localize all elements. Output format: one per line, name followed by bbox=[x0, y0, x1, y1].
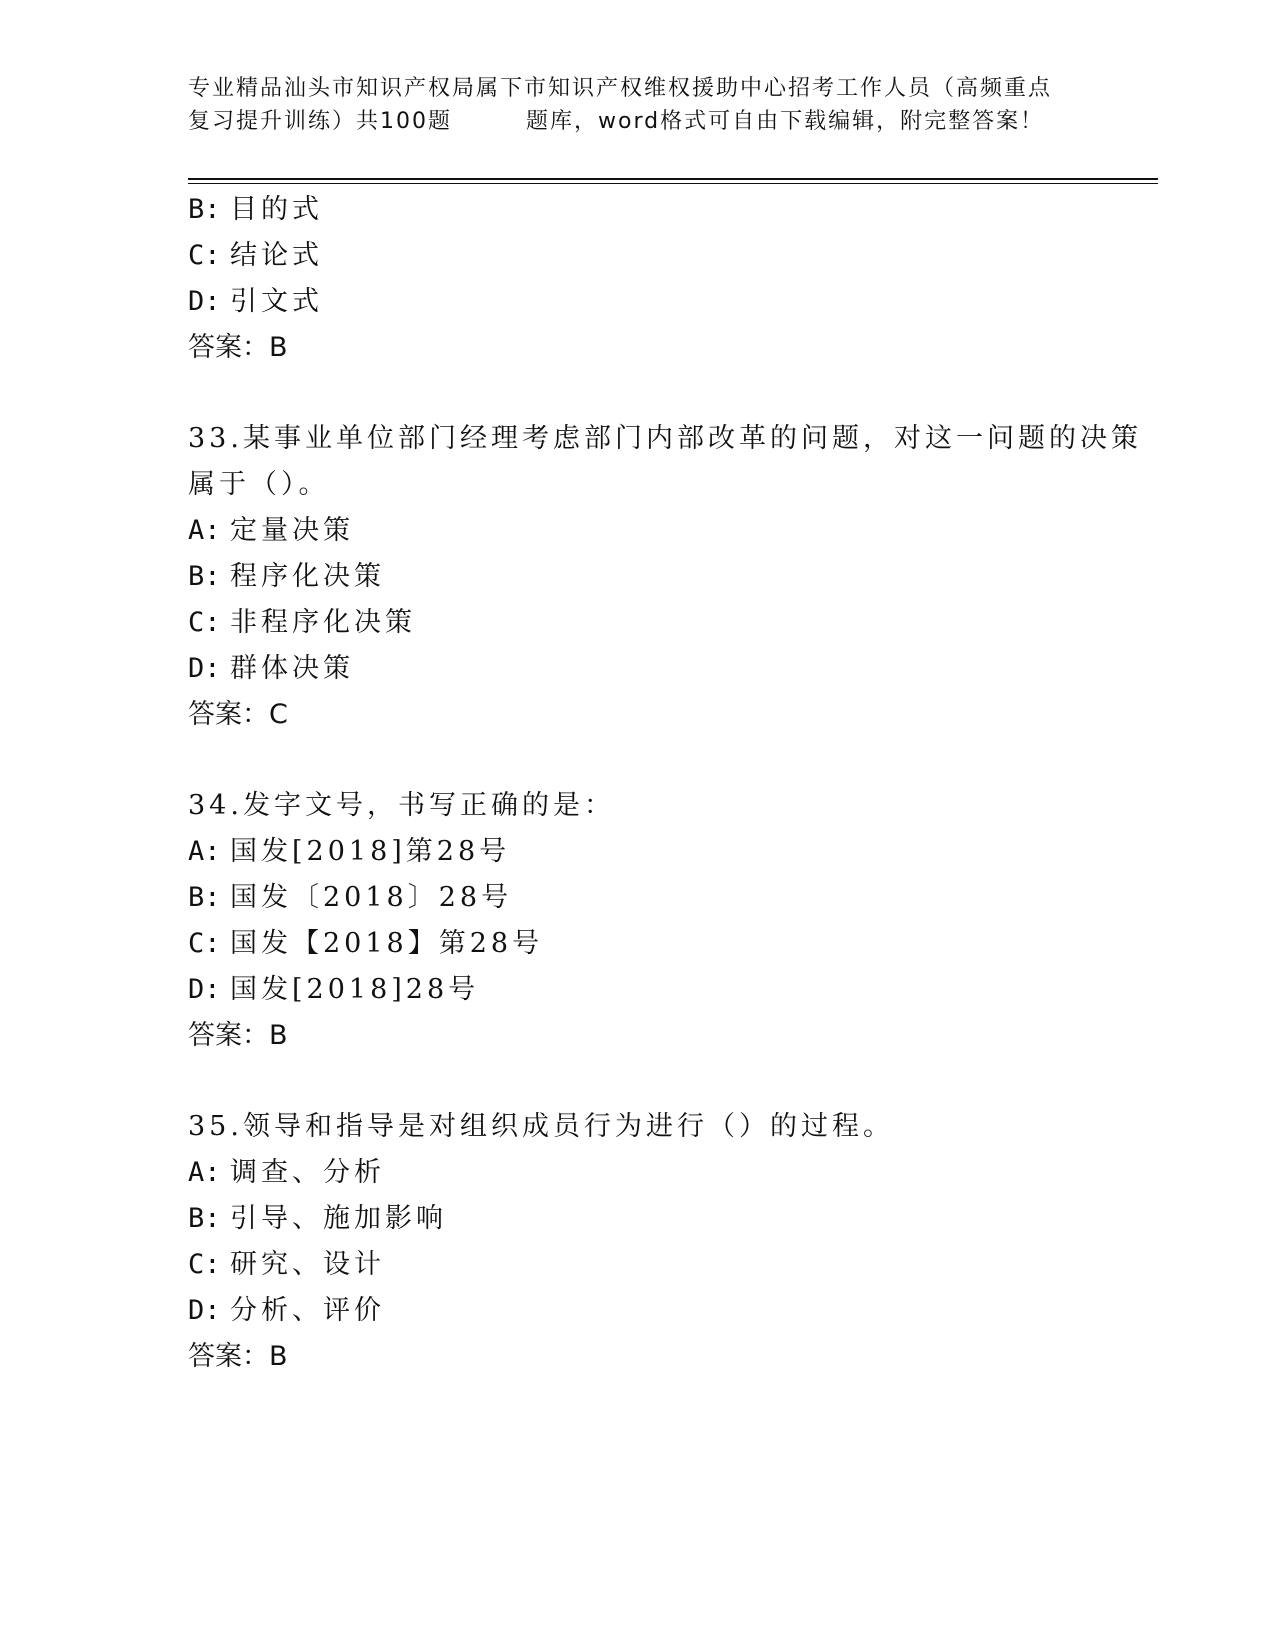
option-text: 引导、施加影响 bbox=[230, 1203, 447, 1234]
question-stem-line: 33.某事业单位部门经理考虑部门内部改革的问题，对这一问题的决策 bbox=[188, 423, 1142, 454]
option-key: A: bbox=[188, 1157, 221, 1188]
option-key: B: bbox=[188, 1203, 221, 1234]
answer-line: 答案：B bbox=[188, 332, 288, 363]
question-list bbox=[188, 187, 1142, 1380]
option-b bbox=[188, 187, 1088, 233]
option-key: C: bbox=[188, 928, 221, 959]
option-d bbox=[188, 1288, 1088, 1334]
option-key: A: bbox=[188, 836, 221, 867]
option-key: C: bbox=[188, 240, 221, 271]
option-key: B: bbox=[188, 882, 221, 913]
option-text: 调查、分析 bbox=[230, 1157, 385, 1188]
option-c bbox=[188, 921, 1088, 967]
option-text: 研究、设计 bbox=[230, 1249, 385, 1280]
option-c bbox=[188, 233, 1088, 279]
option-text: 国发[2018]第28号 bbox=[230, 836, 511, 867]
option-text: 国发[2018]28号 bbox=[230, 974, 480, 1005]
option-c bbox=[188, 600, 1088, 646]
question-34 bbox=[188, 783, 1088, 1059]
question-33 bbox=[188, 416, 1142, 738]
header-line-1: 专业精品汕头市知识产权局属下市知识产权维权援助中心招考工作人员（高频重点 bbox=[188, 76, 1053, 101]
option-key: D: bbox=[188, 1295, 221, 1326]
question-stem-line: 属于（）。 bbox=[188, 469, 330, 500]
option-key: D: bbox=[188, 653, 221, 684]
header-divider-thin bbox=[188, 183, 1158, 184]
option-text: 定量决策 bbox=[230, 515, 354, 546]
option-text: 国发〔2018〕28号 bbox=[230, 882, 513, 913]
option-a bbox=[188, 1150, 1088, 1196]
option-key: A: bbox=[188, 515, 221, 546]
option-key: C: bbox=[188, 1249, 221, 1280]
option-text: 结论式 bbox=[230, 240, 323, 271]
option-c bbox=[188, 1242, 1088, 1288]
question-stem-line: 34.发字文号，书写正确的是： bbox=[188, 790, 615, 821]
answer-line: 答案：B bbox=[188, 1341, 288, 1372]
option-text: 非程序化决策 bbox=[230, 607, 416, 638]
option-key: C: bbox=[188, 607, 221, 638]
option-a bbox=[188, 508, 1088, 554]
question-35 bbox=[188, 1104, 1088, 1380]
answer-line: 答案：C bbox=[188, 699, 288, 730]
question-stem-line: 35.领导和指导是对组织成员行为进行（）的过程。 bbox=[188, 1111, 894, 1142]
header-line-2 bbox=[188, 105, 1088, 138]
option-key: D: bbox=[188, 974, 221, 1005]
header-line-2-right: 题库，word格式可自由下载编辑，附完整答案！ bbox=[526, 109, 1045, 134]
option-key: B: bbox=[188, 194, 221, 225]
page-header bbox=[188, 72, 1088, 138]
option-text: 引文式 bbox=[230, 286, 323, 317]
option-key: B: bbox=[188, 561, 221, 592]
answer-line: 答案：B bbox=[188, 1020, 288, 1051]
option-b bbox=[188, 875, 1088, 921]
option-text: 程序化决策 bbox=[230, 561, 385, 592]
question-32 bbox=[188, 187, 1088, 371]
option-text: 群体决策 bbox=[230, 653, 354, 684]
option-d bbox=[188, 279, 1088, 325]
header-line-2-left: 复习提升训练）共100题 bbox=[188, 109, 452, 134]
header-divider-thick bbox=[188, 178, 1158, 180]
option-key: D: bbox=[188, 286, 221, 317]
option-b bbox=[188, 1196, 1088, 1242]
option-text: 国发【2018】第28号 bbox=[230, 928, 544, 959]
option-d bbox=[188, 646, 1088, 692]
option-text: 分析、评价 bbox=[230, 1295, 385, 1326]
option-d bbox=[188, 967, 1088, 1013]
option-a bbox=[188, 829, 1088, 875]
option-b bbox=[188, 554, 1088, 600]
option-text: 目的式 bbox=[230, 194, 323, 225]
